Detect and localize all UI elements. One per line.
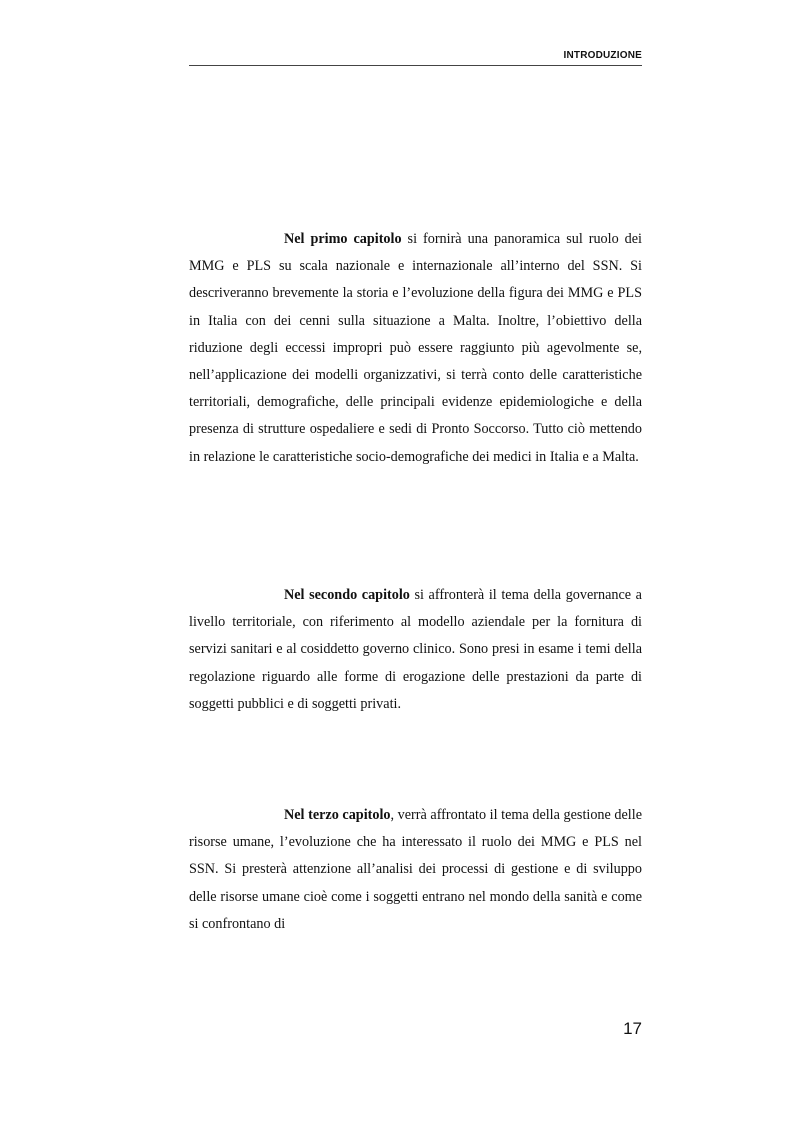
paragraph-primo-capitolo [189,226,642,471]
paragraph-lead: Nel secondo capitolo [284,587,410,603]
paragraph-text: , verrà affrontato il tema della gestione delle risorse umane, l’evoluzione che ha interessato il ruolo dei MMG e PLS nel SSN. Si presterà attenzione all’analisi dei processi di gestione e di sviluppo delle risorse umane cioè come i soggetti entrano nel mondo della sanità e come si confrontano di [189,807,642,932]
paragraph-text: si fornirà una panoramica sul ruolo dei MMG e PLS su scala nazionale e internazionale all’interno del SSN. Si descriveranno brevemente la storia e l’evoluzione della figura dei MMG e PLS in Italia con dei cenni sulla situazione a Malta. Inoltre, l’obiettivo della riduzione degli eccessi impropri può essere raggiunto più agevolmente se, nell’applicazione dei modelli organizzativi, si terrà conto delle caratteristiche territoriali, demografiche, delle principali evidenze epidemiologiche e della presenza di strutture ospedaliere e sedi di Pronto Soccorso. Tutto ciò mettendo in relazione le caratteristiche socio-demografiche dei medici in Italia e a Malta. [189,231,643,465]
paragraph-text: si affronterà il tema della governance a livello territoriale, con riferimento al modello aziendale per la fornitura di servizi sanitari e al cosiddetto governo clinico. Sono presi in esame i temi della regolazione riguardo alle forme di erogazione delle prestazioni da parte di soggetti pubblici e di soggetti privati. [189,587,642,712]
paragraph-lead: Nel primo capitolo [284,231,402,247]
page-number: 17 [623,1019,642,1038]
running-header: INTRODUZIONE [563,50,642,61]
paragraph-lead: Nel terzo capitolo [284,807,391,823]
paragraph-secondo-capitolo [189,582,642,718]
header-rule [189,65,642,66]
paragraph-terzo-capitolo [189,802,642,938]
